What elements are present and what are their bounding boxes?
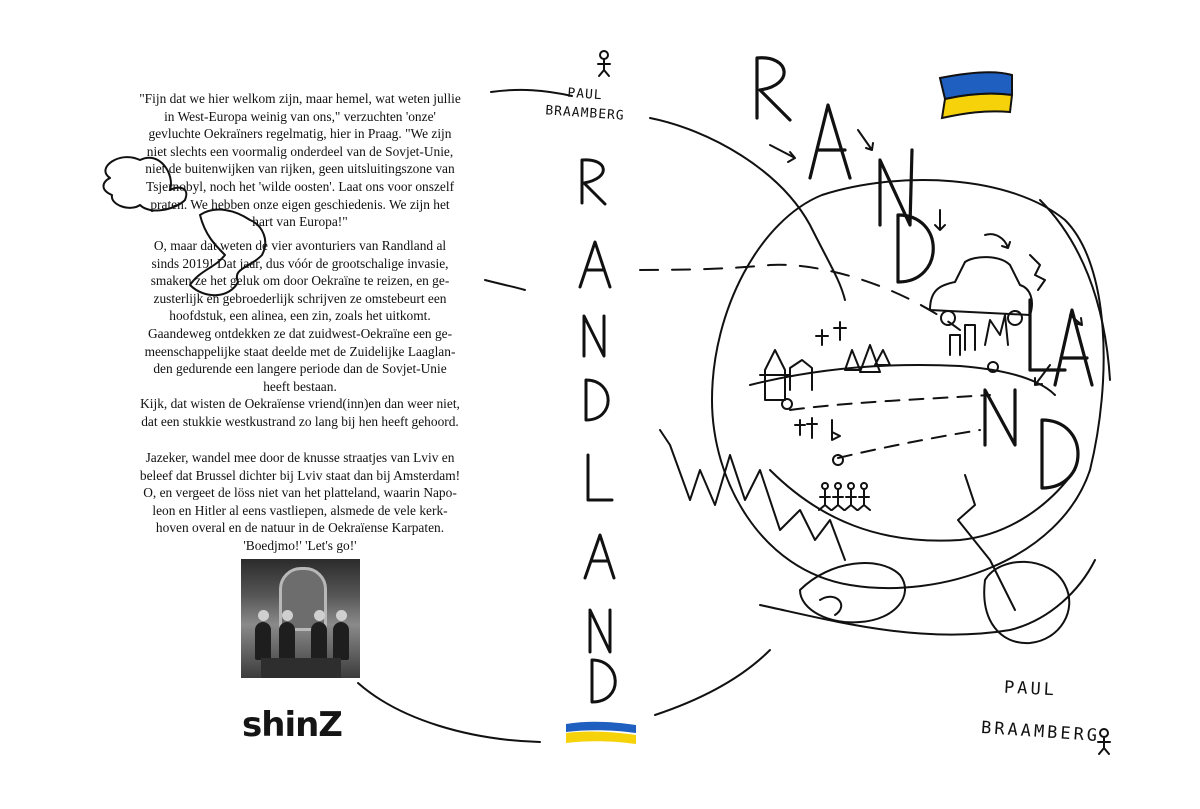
publisher-logo: shinZ	[242, 705, 342, 745]
church-icon	[760, 350, 812, 400]
spine-letter-A	[585, 535, 614, 578]
bottom-loop-left	[800, 563, 905, 622]
back-cover-blurb-1: "Fijn dat we hier welkom zijn, maar hemel, wat weten jullie in West-Europa weinig van ons," verzuchten 'onze' gevluchte Oekraïners regelmatig, hier in Praag. "We zijn niet slechts een voormalig onderdeel van de Sovjet-Unie, niet de buitenwijken van rijken, geen uitsluitingszone van Tsjernobyl, noch het 'wilde oosten'. Laat ons voor onszelf praten. We hebben onze eigen geschiedenis. We zijn het hart van Europa!"	[139, 91, 461, 230]
ukraine-flag-icon	[566, 722, 636, 744]
cover-author-last: BRAAMBERG	[980, 717, 1101, 747]
front-letter-D	[1042, 420, 1078, 488]
spine-author-first: PAUL	[566, 85, 604, 104]
arrow-icon	[935, 210, 945, 230]
globe-dashes-top	[640, 265, 960, 330]
stick-figure-icon	[598, 51, 610, 76]
connector-line-bottom	[358, 683, 540, 742]
globe-outline	[712, 180, 1104, 588]
front-letter-D	[898, 215, 933, 282]
bottom-sweep	[760, 560, 1095, 635]
globe-dashes-mid	[790, 395, 990, 410]
crosses-icon	[795, 322, 846, 440]
swirl-line	[650, 118, 845, 300]
spine-letter-A	[580, 242, 610, 287]
globe-dashes-low	[838, 430, 980, 458]
front-letter-N	[880, 150, 912, 225]
front-letter-A	[1055, 310, 1092, 385]
spine-letter-D	[592, 660, 615, 702]
spine-letter-D	[586, 380, 608, 420]
spine-letter-N	[590, 610, 610, 652]
arrow-icon	[858, 130, 873, 150]
front-letter-A	[810, 105, 850, 178]
mountains-icon	[660, 430, 845, 560]
back-cover-blurb-3: Jazeker, wandel mee door de knusse straatjes van Lviv en beleef dat Brussel dichter bij Lviv staat dan bij Amsterdam! O, en vergeet de löss niet van het platteland, waarin Napo- leon en Hitler al eens vastliepen, alsmede de vele kerk- hoven overal en de natuur in de Oekraïense Karpaten. 'Boedjmo!' 'Let's go!'	[139, 450, 461, 553]
lightning-line	[958, 475, 1015, 610]
arrow-icon	[1035, 365, 1050, 385]
spine-letter-N	[584, 316, 604, 356]
ukraine-flag-icon	[940, 72, 1012, 118]
spine-letter-R	[582, 160, 605, 204]
spine-author-last: BRAAMBERG	[544, 103, 626, 124]
arrow-icon	[985, 234, 1010, 248]
author-photo	[241, 559, 360, 678]
cover-author-first: PAUL	[1003, 677, 1058, 701]
front-letter-R	[757, 58, 790, 120]
spine-sweep	[655, 650, 770, 715]
arrow-icon	[770, 145, 795, 162]
front-letter-N	[985, 390, 1015, 445]
globe-inner-curve	[750, 365, 1055, 395]
globe-bottom-curve	[770, 470, 1075, 541]
buildings-right	[950, 315, 1008, 355]
back-cover-blurb-2: O, maar dat weten de vier avonturiers van Randland al sinds 2019! Dat jaar, dus vóór de grootschalige invasie, smaken ze het geluk om door Oekraïne te reizen, en ge- zusterlijk en gebroederlijk schrijven ze omstebeurt een hoofdstuk, een alinea, een zin, zoals het uitkomt. Gaandeweg ontdekken ze dat zuidwest-Oekraïne een ge- meenschappelijke staat deelde met de Zuidelijke Laaglan- den gedurende een langere periode dan de Sovjet-Unie heeft bestaan. Kijk, dat wisten de Oekraïense vriend(inn)en dan weer niet, dat een stukkie westkustrand zo lang bij hen heeft gehoord.	[140, 238, 460, 429]
car-icon	[930, 255, 1045, 325]
spine-letter-L	[588, 455, 612, 500]
people-icon	[819, 483, 870, 510]
right-sweep	[1040, 200, 1110, 380]
spine-title	[580, 160, 615, 702]
